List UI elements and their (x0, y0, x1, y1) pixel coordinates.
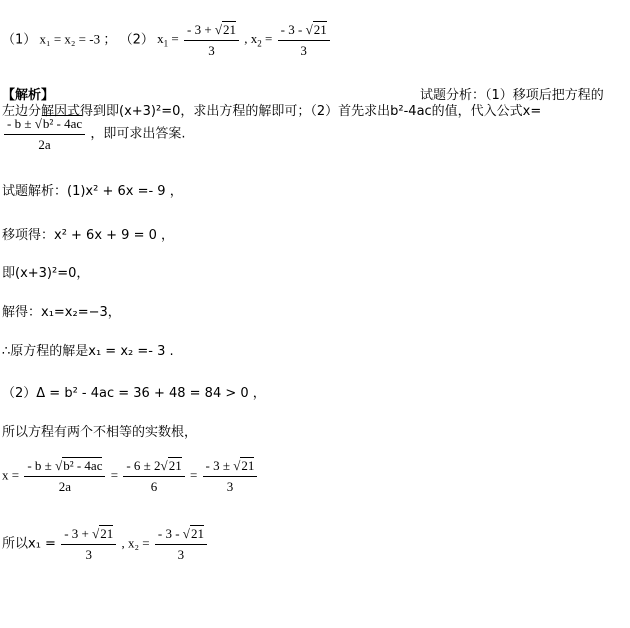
formula-numerator: - b ± (7, 116, 35, 131)
formula-tail: ，即可求出答案. (90, 126, 186, 142)
final-x1-denominator: 3 (85, 547, 92, 562)
chain-f1-radicand: b² - 4ac (63, 458, 103, 473)
answer-p1-label: （1） (2, 32, 37, 48)
x-equals-label: x = (2, 467, 20, 483)
sqrt-icon: √ (92, 526, 100, 541)
x2-symbol: , $x_2$ = (244, 31, 273, 50)
x1-radicand: 21 (223, 22, 237, 37)
chain-fraction-3 (203, 458, 258, 495)
analysis-line2: 左边分解因式得到即(x+3)²=0，求出方程的解即可；（2）首先求出b²-4ac的值，代入公式x= (2, 104, 542, 119)
analysis-right-text: 试题分析：（1）移项后把方程的 (420, 88, 604, 103)
sqrt-icon: √ (160, 458, 168, 473)
solution-formula-chain (2, 458, 259, 495)
chain-f2-denominator: 6 (150, 479, 158, 494)
sqrt-icon: √ (55, 458, 63, 473)
solution-step2: 即(x+3)²=0， (2, 266, 90, 281)
final-x2-radicand: 21 (190, 526, 204, 541)
final-x2-denominator: 3 (177, 547, 185, 562)
chain-f3-denominator: 3 (226, 479, 234, 494)
sqrt-icon: √ (233, 458, 241, 473)
sqrt-icon: √ (214, 22, 223, 37)
final-answer-line (2, 526, 209, 563)
final-x1-radicand: 21 (100, 526, 114, 541)
solution-intro: 试题解析：(1)x² + 6x =- 9 ， (2, 184, 183, 199)
analysis-formula (2, 116, 186, 153)
chain-fraction-2 (123, 458, 184, 495)
x1-symbol: $x_1$ = (157, 31, 179, 50)
solution-part2: （2）Δ = b² - 4ac = 36 + 48 = 84 > 0 ， (2, 386, 266, 401)
chain-f1-denominator: 2a (58, 479, 72, 494)
x1-denominator: 3 (208, 43, 215, 58)
chain-f1-numerator: - b ± (27, 458, 56, 473)
chain-f2-numerator: - 6 ± 2 (126, 458, 161, 473)
x1-fraction (184, 22, 239, 59)
solution-part2-line2: 所以方程有两个不相等的实数根， (2, 425, 198, 440)
final-x2-fraction (155, 526, 207, 563)
chain-f3-radicand: 21 (241, 458, 255, 473)
x2-radicand: 21 (313, 22, 327, 37)
chain-f3-numerator: - 3 ± (205, 458, 234, 473)
sqrt-icon: √ (182, 526, 190, 541)
x1-numerator: - 3 + (186, 22, 215, 37)
sqrt-icon: √ (34, 116, 42, 131)
answer-p2-label: （2） (119, 32, 154, 48)
final-label: 所以x₁ = (2, 536, 56, 552)
x2-numerator: - 3 - (280, 22, 306, 37)
answer-p1-equation: x₁ = x₂ = -3 (39, 31, 101, 47)
answer-separator: ； (103, 32, 117, 48)
solution-step4: ∴原方程的解是x₁ = x₂ =- 3 . (2, 344, 174, 359)
formula-denominator: 2a (38, 137, 51, 152)
quadratic-formula-fraction (4, 116, 85, 153)
analysis-tag: 【解析】 (2, 88, 55, 103)
x2-denominator: 3 (300, 43, 307, 58)
answer-line (2, 22, 332, 59)
solution-step3: 解得：x₁=x₂=−3， (2, 305, 121, 320)
final-x2-numerator: - 3 - (157, 526, 183, 541)
equals-sign: = (110, 467, 119, 483)
x2-fraction (278, 22, 330, 59)
final-x1-fraction (61, 526, 116, 563)
formula-radicand: b² - 4ac (42, 116, 83, 131)
equals-sign: = (189, 467, 198, 483)
sqrt-icon: √ (305, 22, 313, 37)
solution-step1: 移项得：x² + 6x + 9 = 0 ， (2, 228, 175, 243)
final-x2-label: , x₂ = (121, 535, 150, 551)
chain-fraction-1 (24, 458, 105, 495)
chain-f2-radicand: 21 (168, 458, 182, 473)
final-x1-numerator: - 3 + (64, 526, 93, 541)
